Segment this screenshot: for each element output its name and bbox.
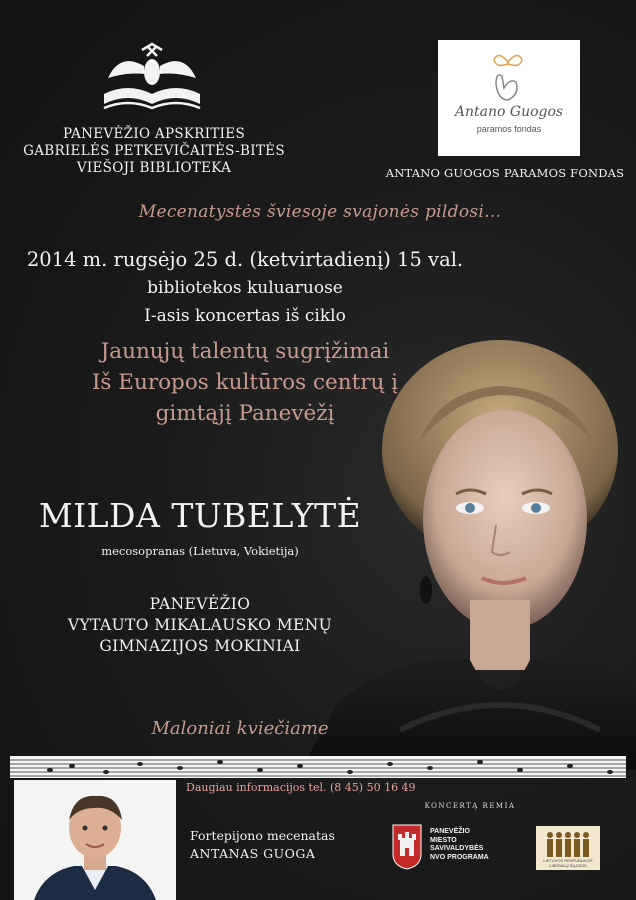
city-ngo-program	[430, 828, 530, 862]
fund-caption: ANTANO GUOGOS PARAMOS FONDAS	[385, 166, 625, 180]
school-ensemble	[30, 594, 370, 657]
library-name-line: GABRIELĖS PETKEVIČAITĖS-BITĖS	[23, 143, 285, 159]
liberal-line: LIBERALŲ SĄJŪDIS	[549, 862, 587, 868]
library-bee-book-logo	[100, 42, 204, 114]
city-line: NVO PROGRAMA	[430, 853, 489, 861]
liberal-text	[538, 859, 598, 868]
library-name	[20, 126, 288, 177]
motto: Mecenatystės šviesoje svajonės pildosi...	[138, 202, 502, 222]
school-line: PANEVĖŽIO	[149, 595, 251, 613]
concert-series-title	[20, 336, 470, 429]
series-line: gimtąjį Panevėžį	[155, 401, 335, 426]
liberal-line: LIETUVOS RESPUBLIKOS	[543, 858, 593, 863]
contact-info: Daugiau informacijos tel. (8 45) 50 16 49	[186, 781, 416, 794]
event-date: 2014 m. rugsėjo 25 d. (ketvirtadienį) 15 val.	[26, 248, 464, 271]
series-line: Iš Europos kultūros centrų į	[91, 370, 399, 395]
performer-voice: mecosopranas (Lietuva, Vokietija)	[101, 544, 299, 558]
performer-name: MILDA TUBELYTĖ	[38, 496, 362, 535]
invitation: Maloniai kviečiame	[151, 718, 329, 739]
city-line: MIESTO	[430, 836, 457, 844]
event-cycle: I-asis koncertas iš ciklo	[144, 306, 346, 326]
liberal-movement-logo	[536, 826, 600, 870]
series-line: Jaunųjų talentų sugrįžimai	[100, 339, 390, 364]
school-line: VYTAUTO MIKALAUSKO MENŲ	[67, 616, 333, 634]
city-crest-icon	[392, 824, 422, 870]
music-staff-icon	[10, 752, 626, 782]
fund-logo-sub: paramos fondas	[476, 124, 542, 134]
school-line: GIMNAZIJOS MOKINIAI	[99, 637, 301, 655]
sponsor-label: KONCERTĄ REMIA	[424, 802, 516, 810]
library-name-line: PANEVĖŽIO APSKRITIES	[62, 126, 246, 142]
patron-photo	[14, 780, 176, 900]
city-line: SAVIVALDYBĖS	[430, 845, 484, 852]
people-group-icon	[544, 830, 592, 858]
patron-name: ANTANAS GUOGA	[190, 846, 316, 861]
butterfly-hand-icon	[488, 48, 528, 104]
fund-logo	[438, 40, 580, 156]
patron-role: Fortepijono mecenatas	[190, 828, 335, 843]
city-line: PANEVĖŽIO	[430, 828, 470, 835]
library-name-line: VIEŠOJI BIBLIOTEKA	[76, 160, 232, 176]
fund-logo-script: Antano Guogos	[454, 104, 564, 120]
event-venue: bibliotekos kuluaruose	[147, 278, 343, 298]
